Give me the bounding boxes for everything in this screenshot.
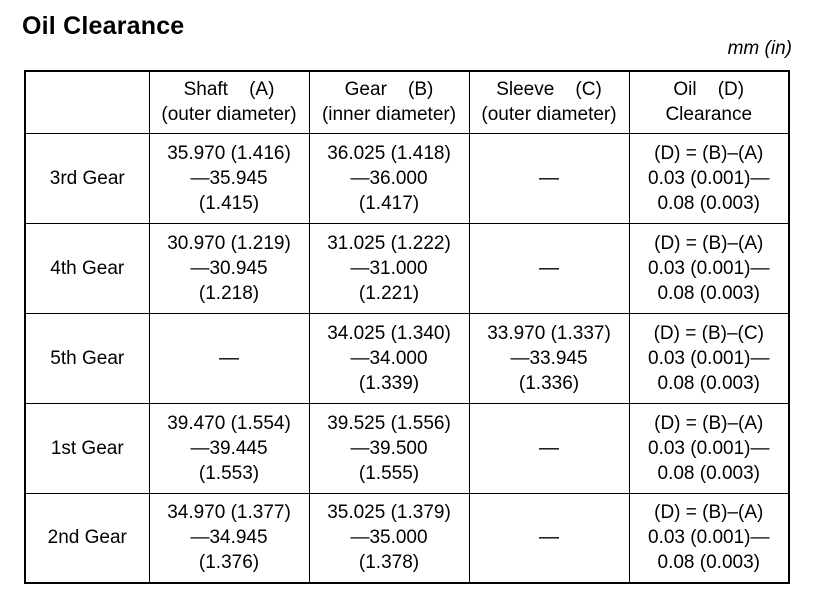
units-label: mm (in)	[727, 38, 792, 59]
oil-max: 0.08 (0.003)	[657, 552, 760, 574]
gear-min: —35.000	[350, 527, 428, 549]
gear-min: —36.000	[350, 167, 428, 189]
header-sleeve-line2: (outer diameter)	[481, 104, 617, 126]
oil-formula: (D) = (B)–(A)	[654, 412, 764, 434]
header-blank-cell	[25, 71, 149, 133]
gear-min: —31.000	[350, 257, 428, 279]
header-oil-line1: Oil (D)	[673, 79, 745, 101]
gear-min: —39.500	[350, 437, 428, 459]
sleeve-dash: —	[539, 526, 559, 549]
table-row	[25, 403, 789, 493]
gear-cell	[309, 313, 469, 403]
sleeve-min: —33.945	[510, 347, 588, 369]
sleeve-cell	[469, 223, 629, 313]
header-sleeve	[469, 71, 629, 133]
oil-min: 0.03 (0.001)—	[648, 437, 770, 459]
header-shaft-line1: Shaft (A)	[183, 79, 275, 101]
gear-max: 31.025 (1.222)	[327, 232, 451, 254]
header-shaft	[149, 71, 309, 133]
sleeve-dash: —	[539, 256, 559, 279]
shaft-cell	[149, 133, 309, 223]
gear-max: 34.025 (1.340)	[327, 322, 451, 344]
gear-cell	[309, 403, 469, 493]
table-row	[25, 133, 789, 223]
sleeve-cell	[469, 313, 629, 403]
gear-min: —34.000	[350, 347, 428, 369]
header-oil-clearance	[629, 71, 789, 133]
table-row	[25, 223, 789, 313]
gear-max: 35.025 (1.379)	[327, 502, 451, 524]
oil-clearance-table	[24, 70, 790, 584]
gear-min-in: (1.378)	[358, 552, 420, 574]
oil-max: 0.08 (0.003)	[657, 462, 760, 484]
oil-clearance-cell	[629, 133, 789, 223]
table-header-row	[25, 71, 789, 133]
sleeve-cell	[469, 493, 629, 583]
row-label: 3rd Gear	[25, 133, 149, 223]
oil-clearance-cell	[629, 223, 789, 313]
header-oil-line2: Clearance	[665, 104, 753, 126]
gear-min-in: (1.339)	[358, 372, 420, 394]
shaft-max: 39.470 (1.554)	[167, 412, 291, 434]
sleeve-max: 33.970 (1.337)	[487, 322, 611, 344]
gear-max: 36.025 (1.418)	[327, 142, 451, 164]
sleeve-min-in: (1.336)	[518, 372, 580, 394]
row-label: 4th Gear	[25, 223, 149, 313]
oil-formula: (D) = (B)–(A)	[654, 502, 764, 524]
oil-clearance-cell	[629, 403, 789, 493]
row-label: 5th Gear	[25, 313, 149, 403]
shaft-max: 30.970 (1.219)	[167, 232, 291, 254]
oil-formula: (D) = (B)–(A)	[654, 142, 764, 164]
shaft-min-in: (1.218)	[198, 282, 260, 304]
shaft-max: 35.970 (1.416)	[167, 142, 291, 164]
sleeve-cell	[469, 403, 629, 493]
page-title: Oil Clearance	[22, 12, 185, 40]
oil-min: 0.03 (0.001)—	[648, 257, 770, 279]
shaft-cell	[149, 223, 309, 313]
shaft-min: —34.945	[190, 527, 268, 549]
oil-min: 0.03 (0.001)—	[648, 527, 770, 549]
shaft-min: —30.945	[190, 257, 268, 279]
shaft-cell	[149, 493, 309, 583]
shaft-min: —39.445	[190, 437, 268, 459]
header-shaft-line2: (outer diameter)	[161, 104, 297, 126]
oil-max: 0.08 (0.003)	[657, 372, 760, 394]
header-gear	[309, 71, 469, 133]
table-row	[25, 493, 789, 583]
sleeve-dash: —	[539, 436, 559, 459]
shaft-dash: —	[219, 346, 239, 369]
gear-cell	[309, 493, 469, 583]
gear-min-in: (1.417)	[358, 192, 420, 214]
shaft-min-in: (1.376)	[198, 552, 260, 574]
gear-cell	[309, 223, 469, 313]
oil-min: 0.03 (0.001)—	[648, 167, 770, 189]
sleeve-dash: —	[539, 166, 559, 189]
oil-clearance-cell	[629, 313, 789, 403]
gear-max: 39.525 (1.556)	[327, 412, 451, 434]
gear-min-in: (1.221)	[358, 282, 420, 304]
oil-clearance-cell	[629, 493, 789, 583]
header-sleeve-line1: Sleeve (C)	[496, 79, 602, 101]
shaft-min-in: (1.415)	[198, 192, 260, 214]
header-gear-line2: (inner diameter)	[321, 104, 457, 126]
shaft-max: 34.970 (1.377)	[167, 502, 291, 524]
shaft-cell	[149, 313, 309, 403]
shaft-min-in: (1.553)	[198, 462, 260, 484]
gear-min-in: (1.555)	[358, 462, 420, 484]
sleeve-cell	[469, 133, 629, 223]
shaft-min: —35.945	[190, 167, 268, 189]
table-row	[25, 313, 789, 403]
oil-max: 0.08 (0.003)	[657, 192, 760, 214]
oil-min: 0.03 (0.001)—	[648, 347, 770, 369]
shaft-cell	[149, 403, 309, 493]
oil-formula: (D) = (B)–(A)	[654, 232, 764, 254]
oil-formula: (D) = (B)–(C)	[653, 322, 764, 344]
row-label: 2nd Gear	[25, 493, 149, 583]
row-label: 1st Gear	[25, 403, 149, 493]
oil-max: 0.08 (0.003)	[657, 282, 760, 304]
header-gear-line1: Gear (B)	[344, 79, 434, 101]
gear-cell	[309, 133, 469, 223]
